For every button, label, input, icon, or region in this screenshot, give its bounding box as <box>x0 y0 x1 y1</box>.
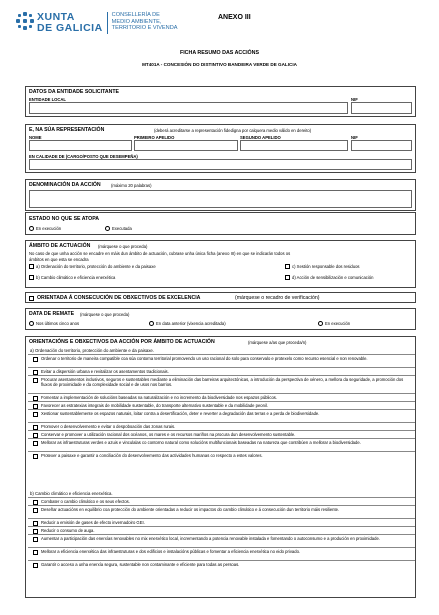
objective-row <box>28 526 415 534</box>
xunta-logo <box>16 12 177 34</box>
objective-row <box>28 393 415 401</box>
scope-b-checkbox[interactable] <box>29 275 34 280</box>
action-name-input[interactable] <box>29 190 412 208</box>
logo-divider <box>107 12 108 34</box>
objective-checkbox[interactable] <box>33 508 38 513</box>
objective-checkbox[interactable] <box>33 370 38 375</box>
finish-date-section <box>25 308 416 330</box>
objectives-section <box>25 336 416 598</box>
scope-d-label: d) Acción de sensibilización e comunicación <box>292 275 374 280</box>
objectives-note: (márquese a/as que proceda/n) <box>248 340 307 345</box>
annex-label: ANEXO III <box>218 14 251 21</box>
surname2-label: SEGUNDO APELIDO <box>240 135 281 140</box>
finish-earlier-date-label: En data anterior (vixencia acreditada) <box>156 321 226 326</box>
objective-row <box>28 367 415 375</box>
department-line-2: MEDIO AMBIENTE, <box>111 18 162 25</box>
objective-row <box>28 451 415 459</box>
objective-checkbox[interactable] <box>33 357 38 362</box>
status-in-progress-radio[interactable] <box>29 226 34 231</box>
department-line-3: TERRITORIO E VIVENDA <box>111 25 178 32</box>
objective-row <box>28 518 415 526</box>
status-executed-radio[interactable] <box>105 226 110 231</box>
department-line-1: CONSELLERÍA DE <box>111 12 160 18</box>
action-name-note: (máximo 20 palabras) <box>111 183 152 188</box>
objective-checkbox[interactable] <box>33 441 38 446</box>
scope-title: ÁMBITO DE ACTUACIÓN <box>29 243 91 249</box>
scope-help-line-2: ámbitos en que esta se encadra <box>29 257 89 262</box>
objective-checkbox[interactable] <box>33 412 38 417</box>
excellence-section <box>25 292 416 303</box>
objective-text: Procurar asentamentos inclusivos, seguros e sustentables mediante a eliminación das barreiras arquitectónicas, a introdución da perspectiva de xénero, a mellora da seguridade, a promoción dos fluxos de proximidade e da complexidade social e de usos nos barrios. <box>41 377 404 388</box>
entity-nif-input[interactable] <box>351 102 412 114</box>
excellence-checkbox[interactable] <box>29 296 34 301</box>
objectives-category-a: a) Ordenación do territorio, protección do ambiente e da paisaxe. <box>30 348 154 353</box>
position-input[interactable] <box>29 159 412 170</box>
objective-checkbox[interactable] <box>33 521 38 526</box>
finish-date-note: (márquese o que proceda) <box>80 312 130 317</box>
objective-checkbox[interactable] <box>33 500 38 505</box>
finish-last-five-years-radio[interactable] <box>29 321 34 326</box>
objective-text: Xestionar sustentablemente os espazos naturais, loitar contra a desertificación, deter e reverter a degradación das terras e a perda de biodiversidade. <box>41 411 320 416</box>
scope-b-label: b) Cambio climático e eficiencia enerxética <box>36 275 116 280</box>
objective-text: Promover o desenvolvemento e evitar o despoboación das zonas rurais. <box>41 424 176 429</box>
status-section <box>25 212 416 235</box>
representation-title: E, NA SÚA REPRESENTACIÓN <box>29 127 105 133</box>
representation-section <box>25 124 416 173</box>
objective-text: Combater o cambio climático e os seus efectos. <box>41 499 130 504</box>
objective-row <box>28 409 415 422</box>
scope-c-checkbox[interactable] <box>285 264 290 269</box>
surname2-input[interactable] <box>240 140 348 151</box>
rep-nif-input[interactable] <box>351 140 412 151</box>
action-name-section <box>25 179 416 211</box>
objective-text: Reducir o consumo de auga. <box>41 528 95 533</box>
scope-note: (márquese o que proceda) <box>98 244 148 249</box>
surname1-input[interactable] <box>134 140 238 151</box>
xunta-cross-icon <box>16 12 34 30</box>
excellence-note: (márquese o recadro de verificación) <box>235 295 320 301</box>
name-label: NOME <box>29 135 42 140</box>
scope-help-line-1: No caso de que unha acción se encadre en máis dun ámbito de actuación, cubrase unha única ficha (anexo III) en que se indicarán todos os <box>29 251 291 256</box>
objective-row <box>28 438 415 451</box>
objective-checkbox[interactable] <box>33 425 38 430</box>
finish-earlier-date-radio[interactable] <box>149 321 154 326</box>
entity-local-input[interactable] <box>29 102 348 114</box>
objective-checkbox[interactable] <box>33 563 38 568</box>
objective-row <box>28 534 415 547</box>
objective-row <box>28 375 415 393</box>
form-subtitle: MT401A - CONCESIÓN DO DISTINTIVO BANDEIRA VERDE DE GALICIA <box>142 62 297 67</box>
objective-row <box>28 401 415 409</box>
entity-section <box>25 86 416 117</box>
objective-text: Evitar a dispersión urbana e revitalizar os asentamentos tradicionais. <box>41 369 169 374</box>
objective-row <box>28 560 415 568</box>
entity-title: DATOS DA ENTIDADE SOLICITANTE <box>29 89 120 95</box>
finish-date-title: DATA DE REMATE <box>29 311 75 317</box>
objective-row <box>28 430 415 438</box>
objective-row <box>28 422 415 430</box>
objective-checkbox[interactable] <box>33 529 38 534</box>
objective-row <box>28 354 415 367</box>
objective-checkbox[interactable] <box>33 378 38 383</box>
objectives-category-b: b) Cambio climático e eficiencia enerxética. <box>30 491 113 496</box>
form-title: FICHA RESUMO DAS ACCIÓNS <box>179 50 260 56</box>
objective-text: Deseñar actuacións en equilibrio coa protección do ambiente orientadas a reducir os impactos do cambio climático e á consecución dun territorio máis resiliente. <box>41 507 340 512</box>
objective-text: Fomentar a implementación de solucións baseadas na naturalización e no incremento da biodiversidade nos espazos públicos. <box>41 395 278 400</box>
logo-text-galicia: DE GALICIA <box>37 22 103 34</box>
objective-checkbox[interactable] <box>33 550 38 555</box>
scope-section <box>25 240 416 288</box>
scope-a-label: a) Ordenación do territorio, protección do ambiente e da paisaxe <box>36 264 156 269</box>
action-name-title: DENOMINACIÓN DA ACCIÓN <box>29 182 101 188</box>
objective-text: Mellorar a eficiencia enerxética das infraestruturas e dos edificios e instalacións públicas e fomentar a eficiencia enerxética no eido privado. <box>41 549 301 554</box>
objective-text: Protexer a paisaxe e garantir a conciliación do desenvolvemento das actividades humanas co respecto a estes valores. <box>41 453 263 458</box>
objective-checkbox[interactable] <box>33 433 38 438</box>
status-title: ESTADO NO QUE SE ATOPA <box>29 216 100 222</box>
excellence-title: ORIENTADA Á CONSECUCIÓN DE OBXECTIVOS DE EXCELENCIA <box>37 295 201 301</box>
status-in-progress-label: En execución <box>36 226 62 231</box>
status-executed-label: Executada <box>112 226 132 231</box>
objective-checkbox[interactable] <box>33 404 38 409</box>
objective-row <box>28 547 415 560</box>
finish-in-progress-label: En execución <box>325 321 351 326</box>
position-label: EN CALIDADE DE (CARGO/POSTO QUE DESEMPEÑA) <box>29 154 138 159</box>
finish-last-five-years-label: Nos últimos cinco anos <box>36 321 80 326</box>
objective-text: Reducir a emisión de gases de efecto invernadoiro GEI. <box>41 520 145 525</box>
objective-text: Ordenar o territorio de maneira compatible coa súa contorna territorial promovendo un uso racional do solo para conservalo e protexelo como recurso esencial e non renovable. <box>41 356 368 361</box>
objective-row <box>28 497 415 505</box>
objective-text: Aumentar a participación das enerxías renovables no mix enerxético local, incrementando a potencia renovable instalada e fomentando o autoconsumo e a produción en proximidade. <box>41 536 380 541</box>
objective-checkbox[interactable] <box>33 537 38 542</box>
objectives-title: ORIENTACIÓNS E OBXECTIVOS DA ACCIÓN POR ÁMBITO DE ACTUACIÓN <box>29 339 215 345</box>
objective-text: Favorecer as estratexias integrais de mobilidade sustentable, do transporte alternativo sustentable e da mobilidade peonil. <box>41 403 268 408</box>
scope-c-label: c) Xestión responsable dos residuos <box>292 264 360 269</box>
scope-a-checkbox[interactable] <box>29 264 34 269</box>
objective-text: Conservar e promover a utilización racional dos océanos, os mares e os recursos mariños na procura dun desenvolvemento sustentable. <box>41 432 296 437</box>
objective-checkbox[interactable] <box>33 454 38 459</box>
objective-checkbox[interactable] <box>33 396 38 401</box>
representation-note: (deberá acreditarse a representación fidedigna por calquera medio válido en dereito) <box>154 128 312 133</box>
rep-nif-label: NIF <box>351 135 358 140</box>
entity-nif-label: NIF <box>351 97 358 102</box>
surname1-label: PRIMEIRO APELIDO <box>134 135 175 140</box>
objective-text: Mellorar as infraestruturas verdes e azuis e vinculalas co contorno natural como solucións multifuncionais baseadas na natureza que contribúen a mellorar a biodiversidade. <box>41 440 361 445</box>
name-input[interactable] <box>29 140 132 151</box>
objective-text: Garantir o acceso a unha enerxía segura, sustentable non contaminante e eficiente para todas as persoas. <box>41 562 240 567</box>
scope-d-checkbox[interactable] <box>285 275 290 280</box>
entity-local-label: ENTIDADE LOCAL <box>29 97 66 102</box>
objective-row <box>28 505 415 518</box>
logo-text-xunta: XUNTA <box>37 11 75 23</box>
finish-in-progress-radio[interactable] <box>318 321 323 326</box>
